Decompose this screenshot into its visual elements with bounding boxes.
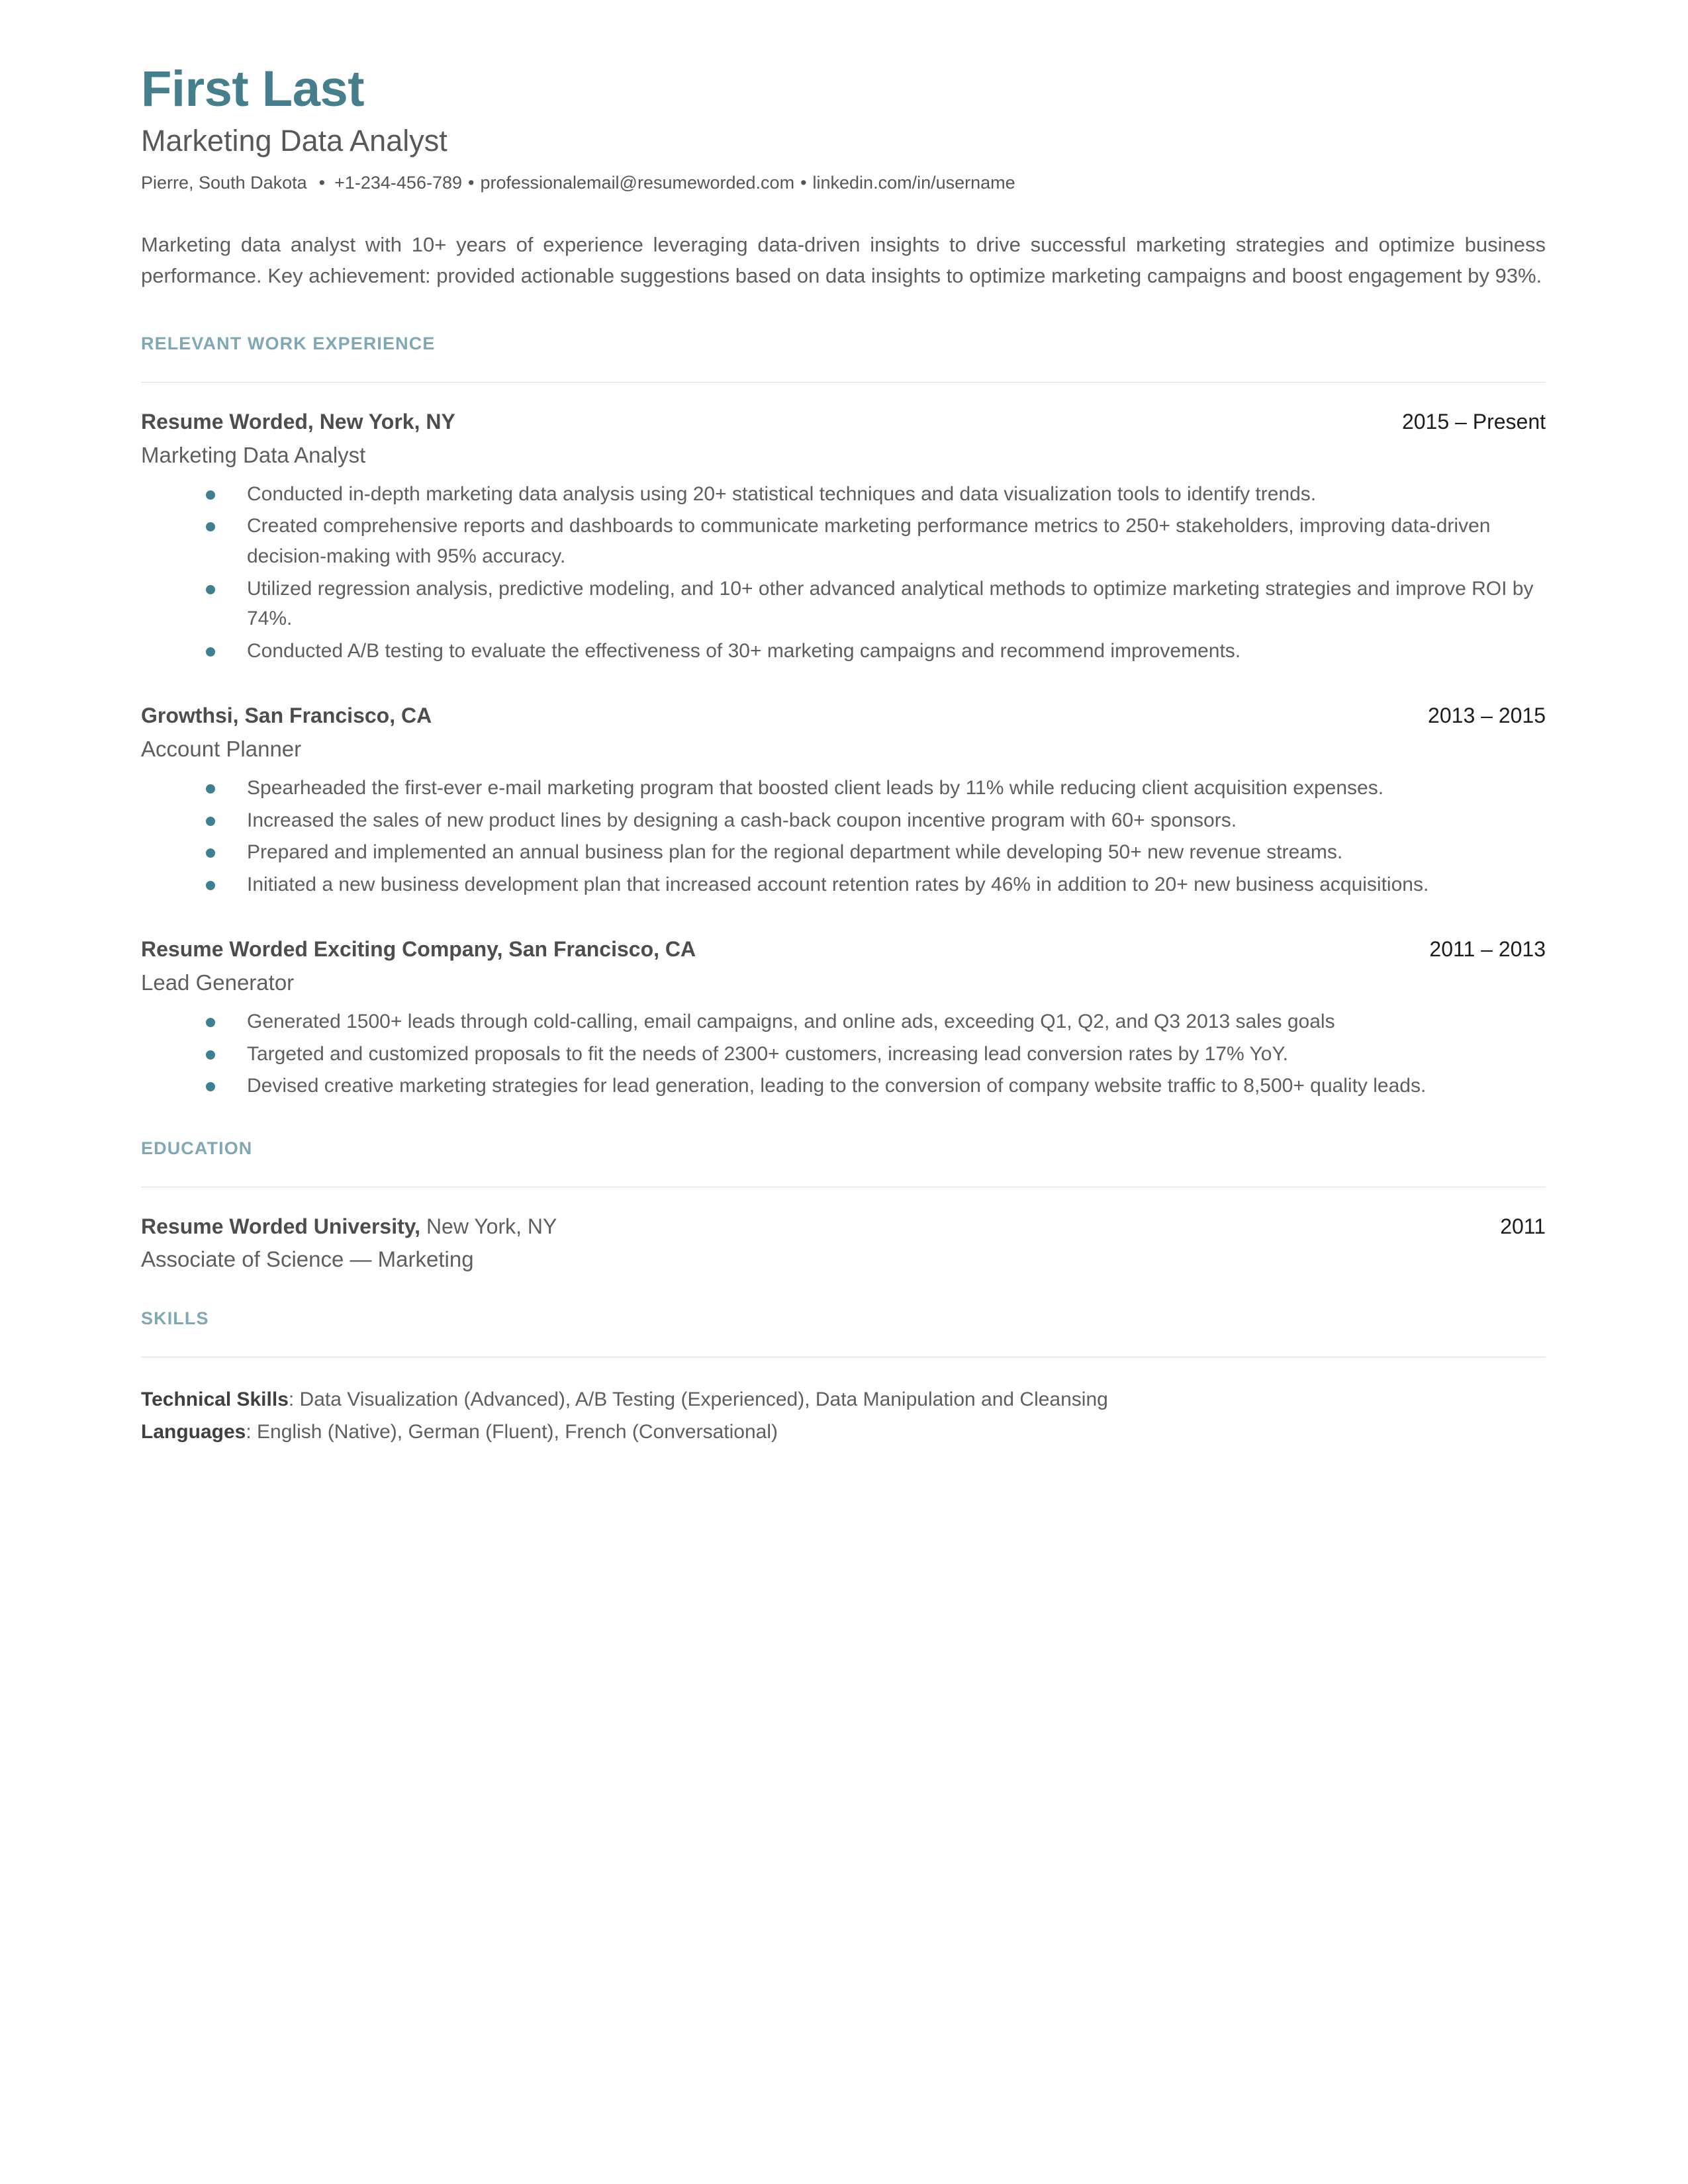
skills-row xyxy=(141,1416,1546,1449)
contact-separator-2: • xyxy=(468,172,475,193)
education-institution-location: New York, NY xyxy=(420,1214,557,1238)
experience-entry xyxy=(141,409,1546,666)
resume-header xyxy=(141,63,1546,291)
experience-bullet: Devised creative marketing strategies for lead generation, leading to the conversion of company website traffic to 8,500+ quality leads. xyxy=(206,1071,1546,1101)
candidate-job-title: Marketing Data Analyst xyxy=(141,123,447,158)
experience-bullet-list xyxy=(141,1007,1546,1101)
skills-value: : Data Visualization (Advanced), A/B Testing (Experienced), Data Manipulation and Cleansing xyxy=(288,1388,1108,1411)
experience-organization: Resume Worded, New York, NY xyxy=(141,410,455,434)
contact-phone: +1-234-456-789 xyxy=(334,172,462,193)
experience-bullet: Utilized regression analysis, predictive modeling, and 10+ other advanced analytical methods to optimize marketing strategies and improve ROI by 74%. xyxy=(206,574,1546,634)
experience-bullet: Conducted A/B testing to evaluate the effectiveness of 30+ marketing campaigns and recommend improvements. xyxy=(206,636,1546,666)
education-entry xyxy=(141,1214,1546,1273)
experience-organization: Resume Worded Exciting Company, San Francisco, CA xyxy=(141,937,696,962)
education-degree: Associate of Science — Marketing xyxy=(141,1247,474,1272)
experience-bullet: Prepared and implemented an annual business plan for the regional department while developing 50+ new revenue streams. xyxy=(206,837,1546,868)
candidate-name: First Last xyxy=(141,61,365,117)
section-heading-experience: RELEVANT WORK EXPERIENCE xyxy=(141,334,436,354)
section-heading-skills: SKILLS xyxy=(141,1308,209,1329)
section-divider-experience xyxy=(141,382,1546,383)
skills-row xyxy=(141,1384,1546,1416)
skills-value: : English (Native), German (Fluent), French (Conversational) xyxy=(246,1421,778,1443)
contact-line xyxy=(141,171,1546,195)
section-heading-education: EDUCATION xyxy=(141,1138,253,1158)
experience-entry xyxy=(141,936,1546,1101)
experience-bullet: Increased the sales of new product lines by designing a cash-back coupon incentive program with 60+ sponsors. xyxy=(206,805,1546,836)
education-entry-header xyxy=(141,1214,1546,1239)
education-section xyxy=(141,1138,1546,1273)
experience-entry xyxy=(141,703,1546,899)
contact-location: Pierre, South Dakota xyxy=(141,172,307,193)
education-institution-name: Resume Worded University, xyxy=(141,1214,421,1238)
experience-role: Lead Generator xyxy=(141,970,295,995)
skills-section xyxy=(141,1308,1546,1448)
experience-bullet-list xyxy=(141,773,1546,899)
experience-date: 2015 – Present xyxy=(1401,410,1546,434)
experience-entry-header xyxy=(141,409,1546,434)
experience-section xyxy=(141,334,1546,1101)
experience-bullet: Conducted in-depth marketing data analysis using 20+ statistical techniques and data visualization tools to identify trends. xyxy=(206,479,1546,510)
experience-bullet: Initiated a new business development plan that increased account retention rates by 46% in addition to 20+ new business acquisitions. xyxy=(206,870,1546,900)
experience-bullet: Targeted and customized proposals to fit the needs of 2300+ customers, increasing lead conversion rates by 17% YoY. xyxy=(206,1039,1546,1069)
experience-bullet: Generated 1500+ leads through cold-calling, email campaigns, and online ads, exceeding Q1, Q2, and Q3 2013 sales goals xyxy=(206,1007,1546,1037)
experience-date: 2011 – 2013 xyxy=(1429,937,1546,962)
contact-email[interactable]: professionalemail@resumeworded.com xyxy=(480,172,795,193)
experience-role: Account Planner xyxy=(141,736,302,761)
experience-date: 2013 – 2015 xyxy=(1428,704,1546,728)
education-institution xyxy=(141,1214,557,1239)
experience-entry-header xyxy=(141,936,1546,962)
experience-role: Marketing Data Analyst xyxy=(141,442,366,467)
skills-label: Technical Skills xyxy=(141,1388,289,1411)
skills-label: Languages xyxy=(141,1421,246,1443)
experience-organization: Growthsi, San Francisco, CA xyxy=(141,704,432,728)
contact-linkedin[interactable]: linkedin.com/in/username xyxy=(812,172,1015,193)
skills-list xyxy=(141,1384,1546,1448)
experience-bullet: Spearheaded the first-ever e-mail marketing program that boosted client leads by 11% while reducing client acquisition expenses. xyxy=(206,773,1546,803)
experience-bullet: Created comprehensive reports and dashboards to communicate marketing performance metrics to 250+ stakeholders, improving data-driven decision-making with 95% accuracy. xyxy=(206,511,1546,571)
experience-entry-header xyxy=(141,703,1546,728)
professional-summary: Marketing data analyst with 10+ years of experience leveraging data-driven insights to drive successful marketing strategies and optimize business performance. Key achievement: provided actionable suggestions based on data insights to optimize marketing campaigns and boost engagement by 93%. xyxy=(141,232,1546,288)
experience-bullet-list xyxy=(141,479,1546,666)
contact-separator-1: • xyxy=(318,172,326,193)
contact-separator-3: • xyxy=(800,172,807,193)
education-date: 2011 xyxy=(1500,1214,1546,1238)
